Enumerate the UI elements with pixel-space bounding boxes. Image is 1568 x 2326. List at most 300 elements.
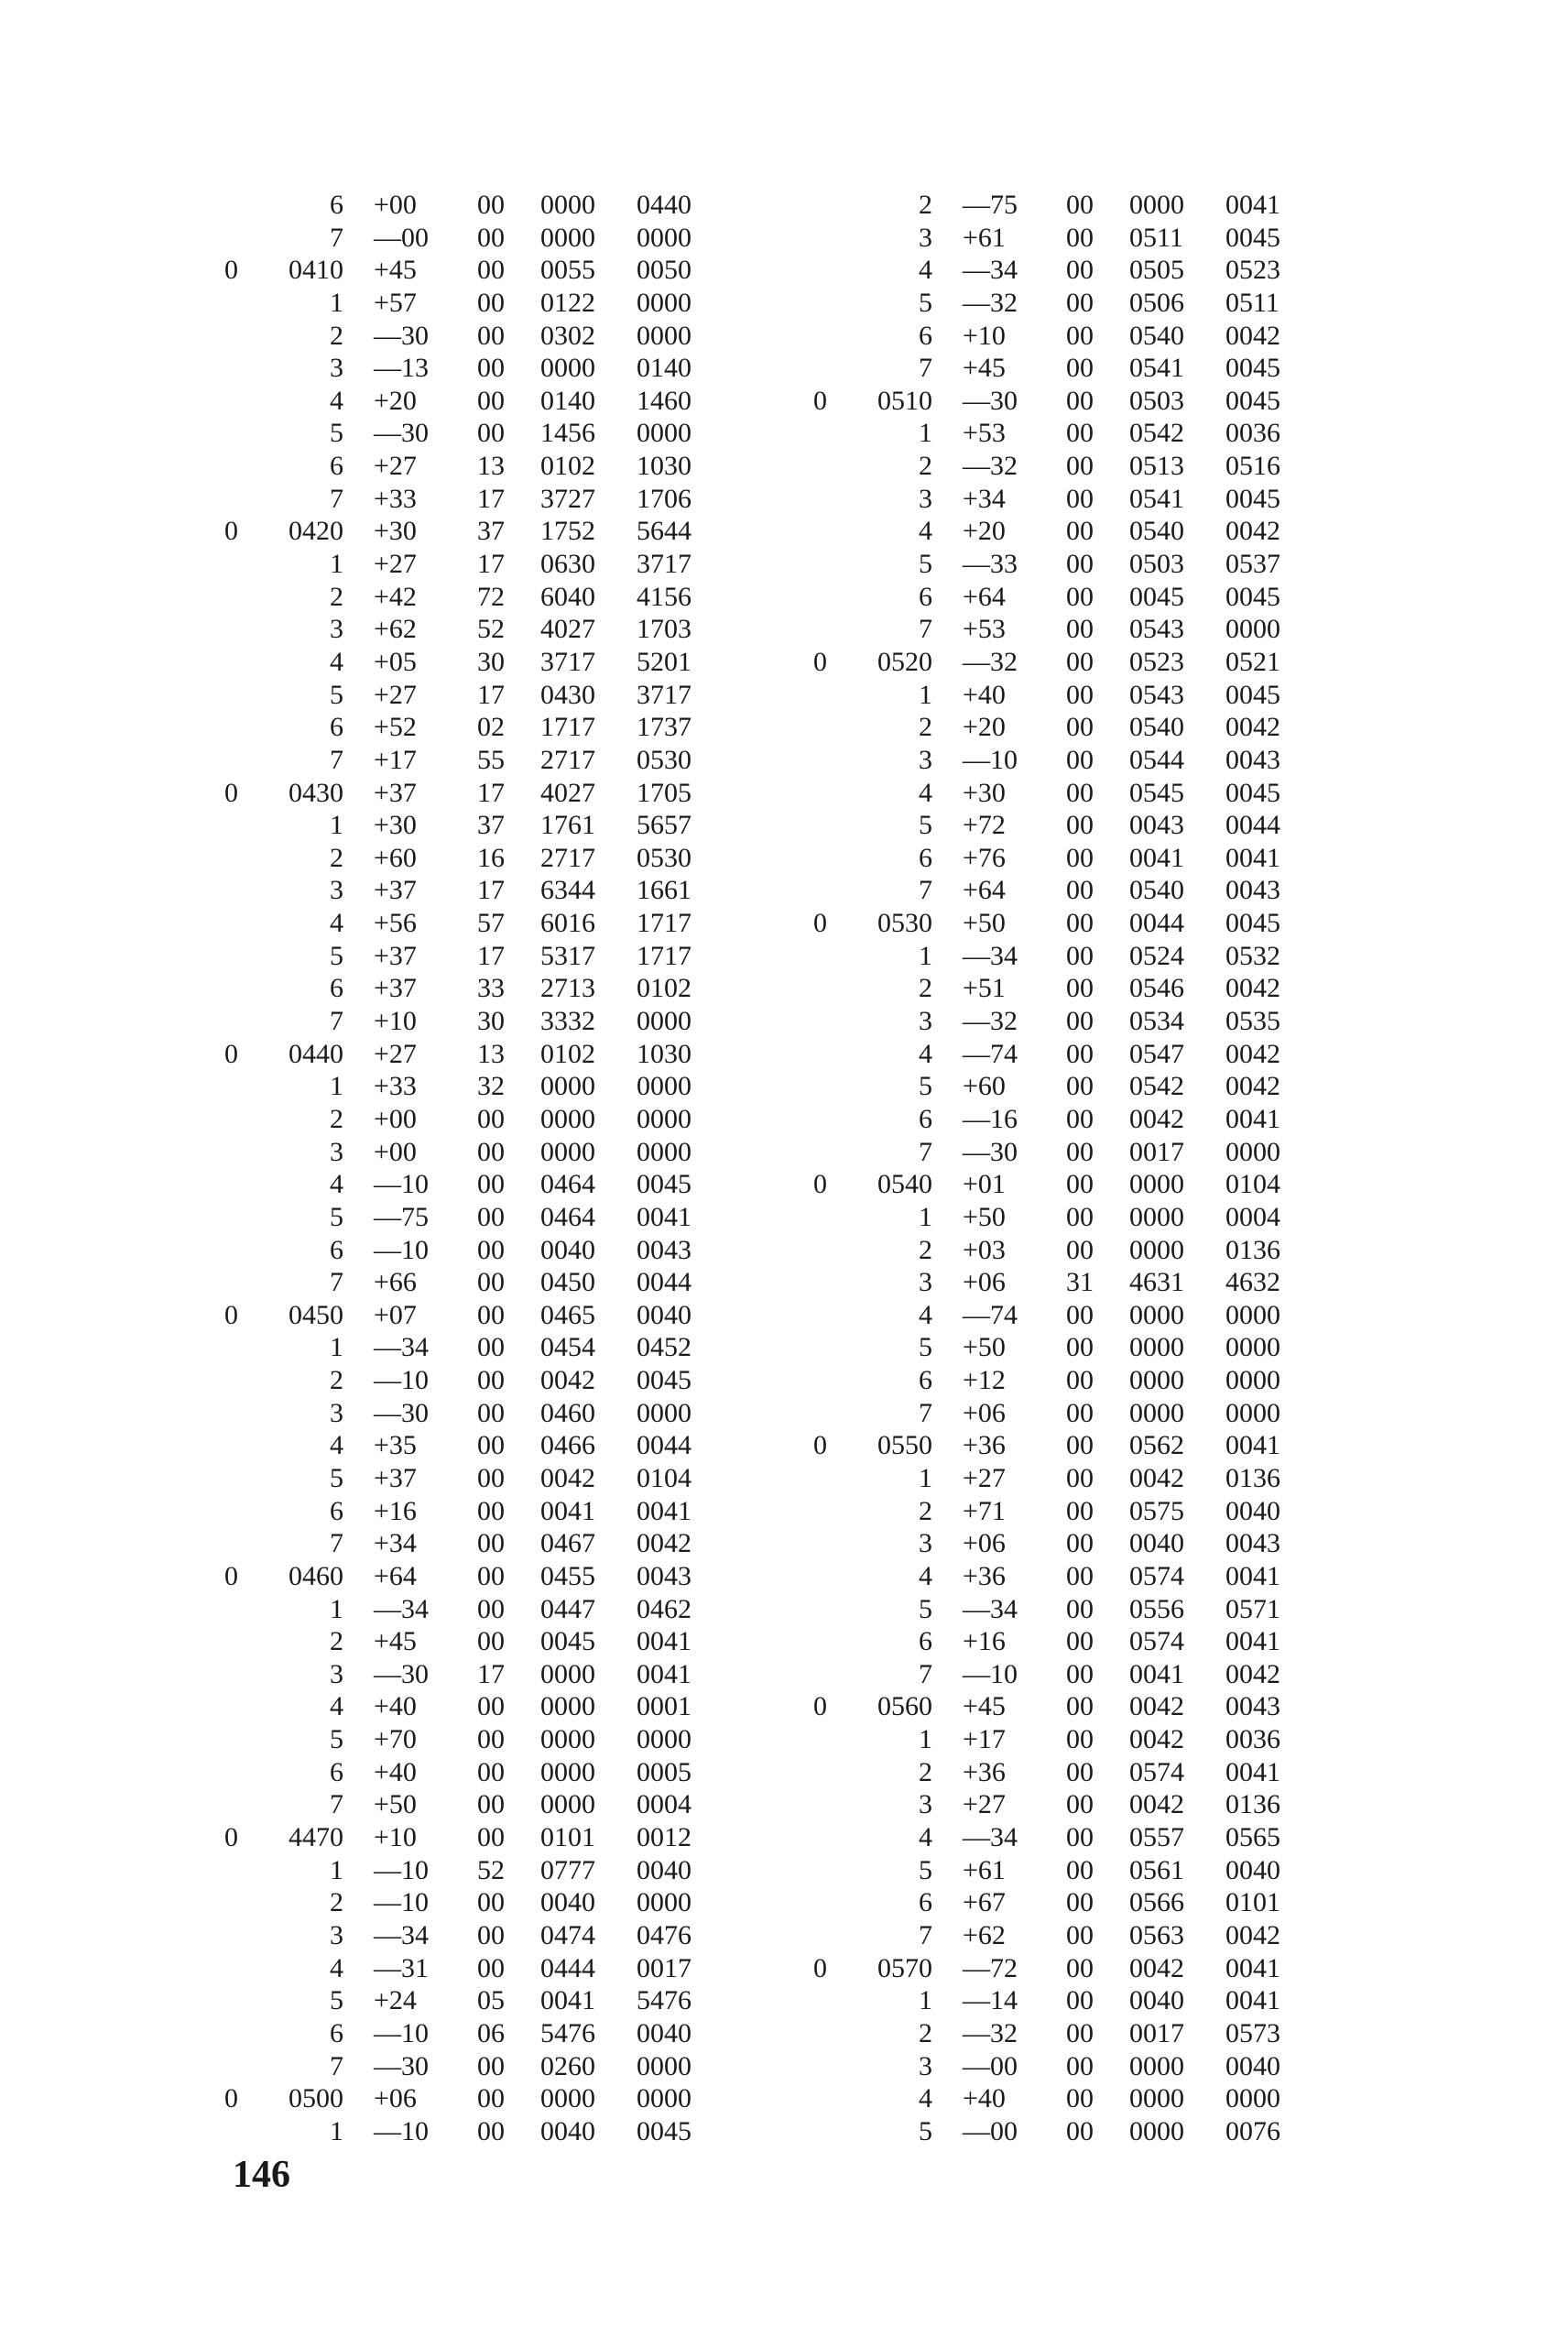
field1-cell: 00 bbox=[1066, 549, 1094, 580]
field2-cell: 2717 bbox=[540, 744, 595, 775]
field2-cell: 0444 bbox=[540, 1952, 595, 1983]
field3-cell: 0440 bbox=[637, 190, 691, 220]
field2-cell: 0575 bbox=[1129, 1495, 1184, 1526]
operation-cell: +37 bbox=[374, 777, 417, 808]
field2-cell: 0000 bbox=[540, 222, 595, 253]
operation-cell: +27 bbox=[374, 451, 417, 482]
table-row bbox=[224, 1136, 719, 1169]
field1-cell: 00 bbox=[477, 1789, 505, 1820]
field3-cell: 0042 bbox=[1225, 320, 1280, 351]
field2-cell: 0140 bbox=[540, 385, 595, 416]
field2-cell: 0000 bbox=[540, 2083, 595, 2114]
field2-cell: 0041 bbox=[1129, 842, 1184, 873]
field2-cell: 0474 bbox=[540, 1919, 595, 1950]
field3-cell: 0036 bbox=[1225, 1724, 1280, 1755]
field1-cell: 00 bbox=[1066, 1952, 1094, 1983]
address-cell: 3 bbox=[330, 1136, 343, 1167]
table-row bbox=[813, 1690, 1308, 1723]
table-row bbox=[813, 1886, 1308, 1919]
address-cell: 0500 bbox=[289, 2083, 343, 2114]
bank-digit: 0 bbox=[224, 2083, 238, 2114]
operation-cell: +33 bbox=[374, 483, 417, 514]
field2-cell: 0042 bbox=[1129, 1952, 1184, 1983]
field1-cell: 00 bbox=[1066, 712, 1094, 743]
field1-cell: 00 bbox=[477, 1234, 505, 1265]
table-row bbox=[224, 2050, 719, 2083]
address-cell: 7 bbox=[330, 1528, 343, 1559]
operation-cell: +20 bbox=[963, 516, 1006, 547]
table-row bbox=[224, 744, 719, 777]
field2-cell: 0042 bbox=[1129, 1103, 1184, 1134]
field2-cell: 0465 bbox=[540, 1299, 595, 1330]
field3-cell: 0000 bbox=[637, 1071, 691, 1102]
operation-cell: —10 bbox=[374, 1854, 429, 1885]
operation-cell: +57 bbox=[374, 287, 417, 318]
operation-cell: —13 bbox=[374, 353, 429, 384]
operation-cell: —31 bbox=[374, 1952, 429, 1983]
operation-cell: —30 bbox=[374, 2050, 429, 2081]
operation-cell: —32 bbox=[963, 1006, 1018, 1037]
table-row bbox=[813, 1168, 1308, 1201]
table-row bbox=[813, 842, 1308, 875]
field3-cell: 0043 bbox=[1225, 1528, 1280, 1559]
table-row bbox=[224, 320, 719, 353]
address-cell: 5 bbox=[330, 1462, 343, 1493]
operation-cell: +40 bbox=[374, 1691, 417, 1722]
address-cell: 4 bbox=[330, 1691, 343, 1722]
address-cell: 5 bbox=[330, 940, 343, 971]
address-cell: 5 bbox=[919, 1071, 932, 1102]
table-row bbox=[813, 1984, 1308, 2017]
field1-cell: 00 bbox=[477, 1495, 505, 1526]
table-row bbox=[813, 515, 1308, 548]
field1-cell: 00 bbox=[1066, 908, 1094, 939]
operation-cell: +40 bbox=[963, 679, 1006, 710]
operation-cell: +10 bbox=[374, 1822, 417, 1853]
field2-cell: 0000 bbox=[1129, 1299, 1184, 1330]
table-row bbox=[224, 2115, 719, 2148]
table-row bbox=[813, 1397, 1308, 1430]
field2-cell: 0041 bbox=[540, 1985, 595, 2016]
field1-cell: 00 bbox=[1066, 1169, 1094, 1200]
field2-cell: 0454 bbox=[540, 1332, 595, 1363]
field2-cell: 0042 bbox=[1129, 1724, 1184, 1755]
field3-cell: 0043 bbox=[637, 1560, 691, 1591]
table-row bbox=[813, 1495, 1308, 1528]
bank-digit: 0 bbox=[813, 385, 827, 416]
operation-cell: +12 bbox=[963, 1365, 1006, 1396]
table-row bbox=[224, 1527, 719, 1560]
field1-cell: 00 bbox=[1066, 1854, 1094, 1885]
field2-cell: 6344 bbox=[540, 875, 595, 906]
field3-cell: 0042 bbox=[1225, 973, 1280, 1004]
field2-cell: 0040 bbox=[540, 1234, 595, 1265]
field3-cell: 0041 bbox=[637, 1495, 691, 1526]
field2-cell: 0511 bbox=[1129, 222, 1183, 253]
operation-cell: +20 bbox=[963, 712, 1006, 743]
address-cell: 0460 bbox=[289, 1560, 343, 1591]
operation-cell: —10 bbox=[374, 2017, 429, 2048]
field2-cell: 0534 bbox=[1129, 1006, 1184, 1037]
field1-cell: 00 bbox=[477, 1169, 505, 1200]
field3-cell: 0041 bbox=[1225, 190, 1280, 220]
field1-cell: 00 bbox=[1066, 1136, 1094, 1167]
bank-digit: 0 bbox=[224, 777, 238, 808]
address-cell: 6 bbox=[919, 1887, 932, 1918]
field3-cell: 0040 bbox=[1225, 2050, 1280, 2081]
operation-cell: +35 bbox=[374, 1430, 417, 1461]
field3-cell: 0565 bbox=[1225, 1822, 1280, 1853]
address-cell: 2 bbox=[919, 973, 932, 1004]
field2-cell: 0017 bbox=[1129, 1136, 1184, 1167]
table-row bbox=[813, 417, 1308, 450]
field1-cell: 00 bbox=[1066, 744, 1094, 775]
address-cell: 2 bbox=[919, 1495, 932, 1526]
bank-digit: 0 bbox=[224, 1038, 238, 1069]
field1-cell: 00 bbox=[1066, 222, 1094, 253]
table-row bbox=[224, 2082, 719, 2115]
field3-cell: 0000 bbox=[1225, 1299, 1280, 1330]
field2-cell: 0557 bbox=[1129, 1822, 1184, 1853]
address-cell: 6 bbox=[919, 842, 932, 873]
field1-cell: 00 bbox=[1066, 483, 1094, 514]
operation-cell: +52 bbox=[374, 712, 417, 743]
address-cell: 7 bbox=[919, 1136, 932, 1167]
address-cell: 2 bbox=[919, 1756, 932, 1787]
field2-cell: 0102 bbox=[540, 1038, 595, 1069]
operation-cell: —34 bbox=[374, 1332, 429, 1363]
address-cell: 6 bbox=[919, 320, 932, 351]
table-row bbox=[813, 1429, 1308, 1462]
field1-cell: 00 bbox=[477, 255, 505, 286]
field1-cell: 37 bbox=[477, 810, 505, 841]
table-row bbox=[813, 1723, 1308, 1756]
field1-cell: 00 bbox=[477, 1299, 505, 1330]
address-cell: 0450 bbox=[289, 1299, 343, 1330]
field3-cell: 0530 bbox=[637, 842, 691, 873]
table-row bbox=[813, 1136, 1308, 1169]
field1-cell: 02 bbox=[477, 712, 505, 743]
field2-cell: 0777 bbox=[540, 1854, 595, 1885]
operation-cell: +37 bbox=[374, 940, 417, 971]
field1-cell: 00 bbox=[1066, 2115, 1094, 2146]
address-cell: 2 bbox=[330, 581, 343, 612]
address-cell: 5 bbox=[919, 2115, 932, 2146]
table-row bbox=[813, 940, 1308, 973]
table-row bbox=[224, 1984, 719, 2017]
address-cell: 3 bbox=[330, 875, 343, 906]
field1-cell: 52 bbox=[477, 1854, 505, 1885]
operation-cell: +10 bbox=[963, 320, 1006, 351]
operation-cell: +56 bbox=[374, 908, 417, 939]
field3-cell: 0042 bbox=[1225, 712, 1280, 743]
field3-cell: 0043 bbox=[1225, 744, 1280, 775]
field3-cell: 3717 bbox=[637, 679, 691, 710]
operation-cell: —32 bbox=[963, 646, 1018, 677]
operation-cell: +36 bbox=[963, 1560, 1006, 1591]
address-cell: 0430 bbox=[289, 777, 343, 808]
field1-cell: 00 bbox=[1066, 1332, 1094, 1363]
field3-cell: 0535 bbox=[1225, 1006, 1280, 1037]
field1-cell: 00 bbox=[1066, 1071, 1094, 1102]
field3-cell: 0045 bbox=[1225, 777, 1280, 808]
field1-cell: 00 bbox=[1066, 810, 1094, 841]
address-cell: 1 bbox=[330, 2115, 343, 2146]
operation-cell: +62 bbox=[963, 1919, 1006, 1950]
table-row bbox=[813, 2050, 1308, 2083]
operation-cell: +16 bbox=[963, 1626, 1006, 1657]
operation-cell: +53 bbox=[963, 614, 1006, 645]
field3-cell: 0000 bbox=[637, 2050, 691, 2081]
field1-cell: 00 bbox=[477, 1528, 505, 1559]
table-row bbox=[224, 1038, 719, 1071]
address-cell: 6 bbox=[330, 1756, 343, 1787]
operation-cell: +16 bbox=[374, 1495, 417, 1526]
field1-cell: 00 bbox=[1066, 2083, 1094, 2114]
field1-cell: 00 bbox=[1066, 1495, 1094, 1526]
operation-cell: +00 bbox=[374, 1136, 417, 1167]
table-row bbox=[813, 1005, 1308, 1038]
address-cell: 4 bbox=[330, 1430, 343, 1461]
address-cell: 7 bbox=[919, 1397, 932, 1428]
address-cell: 6 bbox=[330, 451, 343, 482]
address-cell: 6 bbox=[330, 2017, 343, 2048]
table-row bbox=[224, 1560, 719, 1593]
address-cell: 2 bbox=[919, 1234, 932, 1265]
field3-cell: 0530 bbox=[637, 744, 691, 775]
address-cell: 3 bbox=[919, 1006, 932, 1037]
table-row bbox=[224, 809, 719, 842]
field1-cell: 00 bbox=[1066, 1038, 1094, 1069]
field3-cell: 0041 bbox=[1225, 1430, 1280, 1461]
address-cell: 7 bbox=[330, 1267, 343, 1298]
operation-cell: —10 bbox=[374, 1169, 429, 1200]
address-cell: 2 bbox=[330, 1887, 343, 1918]
field2-cell: 0460 bbox=[540, 1397, 595, 1428]
field1-cell: 00 bbox=[1066, 1006, 1094, 1037]
page-number: 146 bbox=[233, 2154, 290, 2196]
field3-cell: 0041 bbox=[1225, 1103, 1280, 1134]
address-cell: 0560 bbox=[877, 1691, 932, 1722]
operation-cell: —10 bbox=[374, 2115, 429, 2146]
field2-cell: 0000 bbox=[540, 1658, 595, 1689]
table-row bbox=[224, 254, 719, 287]
field2-cell: 0506 bbox=[1129, 287, 1184, 318]
operation-cell: +71 bbox=[963, 1495, 1006, 1526]
operation-cell: +40 bbox=[963, 2083, 1006, 2114]
field1-cell: 00 bbox=[1066, 1658, 1094, 1689]
address-cell: 5 bbox=[330, 1985, 343, 2016]
field1-cell: 00 bbox=[1066, 418, 1094, 449]
table-row bbox=[813, 1234, 1308, 1267]
operation-cell: +17 bbox=[374, 744, 417, 775]
field1-cell: 00 bbox=[1066, 1430, 1094, 1461]
table-row bbox=[224, 1952, 719, 1985]
address-cell: 2 bbox=[330, 320, 343, 351]
field2-cell: 0450 bbox=[540, 1267, 595, 1298]
field2-cell: 0543 bbox=[1129, 679, 1184, 710]
table-row bbox=[813, 581, 1308, 614]
table-row bbox=[224, 842, 719, 875]
field3-cell: 0000 bbox=[637, 418, 691, 449]
address-cell: 5 bbox=[919, 810, 932, 841]
address-cell: 3 bbox=[919, 1528, 932, 1559]
operation-cell: +42 bbox=[374, 581, 417, 612]
address-cell: 0410 bbox=[289, 255, 343, 286]
field2-cell: 0513 bbox=[1129, 451, 1184, 482]
field1-cell: 00 bbox=[477, 1332, 505, 1363]
field1-cell: 00 bbox=[1066, 1528, 1094, 1559]
operation-cell: +34 bbox=[963, 483, 1006, 514]
field1-cell: 00 bbox=[477, 1887, 505, 1918]
table-row bbox=[813, 1560, 1308, 1593]
right-code-column bbox=[813, 189, 1308, 2147]
field1-cell: 00 bbox=[477, 1103, 505, 1134]
operation-cell: +50 bbox=[963, 908, 1006, 939]
field2-cell: 0040 bbox=[540, 1887, 595, 1918]
table-row bbox=[224, 1690, 719, 1723]
field1-cell: 00 bbox=[477, 353, 505, 384]
field2-cell: 0000 bbox=[540, 1691, 595, 1722]
field2-cell: 0543 bbox=[1129, 614, 1184, 645]
field1-cell: 32 bbox=[477, 1071, 505, 1102]
operation-cell: +03 bbox=[963, 1234, 1006, 1265]
table-row bbox=[224, 711, 719, 744]
table-row bbox=[813, 1266, 1308, 1299]
address-cell: 2 bbox=[919, 451, 932, 482]
field2-cell: 0540 bbox=[1129, 516, 1184, 547]
field2-cell: 0101 bbox=[540, 1822, 595, 1853]
field1-cell: 00 bbox=[1066, 1462, 1094, 1493]
address-cell: 1 bbox=[330, 1593, 343, 1624]
address-cell: 6 bbox=[919, 1103, 932, 1134]
address-cell: 5 bbox=[330, 418, 343, 449]
field1-cell: 00 bbox=[477, 1756, 505, 1787]
bank-digit: 0 bbox=[813, 1430, 827, 1461]
table-row bbox=[224, 417, 719, 450]
field2-cell: 0000 bbox=[540, 1071, 595, 1102]
table-row bbox=[813, 1788, 1308, 1821]
table-row bbox=[813, 320, 1308, 353]
field3-cell: 0041 bbox=[637, 1201, 691, 1232]
field2-cell: 0000 bbox=[1129, 1332, 1184, 1363]
field3-cell: 0017 bbox=[637, 1952, 691, 1983]
field3-cell: 0102 bbox=[637, 973, 691, 1004]
field2-cell: 0542 bbox=[1129, 1071, 1184, 1102]
field3-cell: 0000 bbox=[637, 1724, 691, 1755]
field3-cell: 0000 bbox=[1225, 2083, 1280, 2114]
address-cell: 6 bbox=[919, 1626, 932, 1657]
table-row bbox=[813, 1527, 1308, 1560]
field2-cell: 1456 bbox=[540, 418, 595, 449]
address-cell: 4470 bbox=[289, 1822, 343, 1853]
field1-cell: 00 bbox=[477, 2115, 505, 2146]
table-row bbox=[813, 679, 1308, 712]
field3-cell: 0000 bbox=[637, 1006, 691, 1037]
table-row bbox=[224, 1788, 719, 1821]
address-cell: 3 bbox=[330, 1397, 343, 1428]
operation-cell: —00 bbox=[963, 2050, 1018, 2081]
field2-cell: 0503 bbox=[1129, 385, 1184, 416]
address-cell: 6 bbox=[330, 190, 343, 220]
field2-cell: 0630 bbox=[540, 549, 595, 580]
field1-cell: 00 bbox=[1066, 353, 1094, 384]
field3-cell: 1737 bbox=[637, 712, 691, 743]
operation-cell: —16 bbox=[963, 1103, 1018, 1134]
address-cell: 0550 bbox=[877, 1430, 932, 1461]
operation-cell: +66 bbox=[374, 1267, 417, 1298]
address-cell: 5 bbox=[919, 1332, 932, 1363]
address-cell: 4 bbox=[330, 908, 343, 939]
address-cell: 3 bbox=[919, 483, 932, 514]
field3-cell: 0042 bbox=[637, 1528, 691, 1559]
field1-cell: 00 bbox=[1066, 842, 1094, 873]
field1-cell: 00 bbox=[1066, 1756, 1094, 1787]
field2-cell: 6016 bbox=[540, 908, 595, 939]
field2-cell: 0545 bbox=[1129, 777, 1184, 808]
operation-cell: +72 bbox=[963, 810, 1006, 841]
address-cell: 7 bbox=[330, 483, 343, 514]
operation-cell: +01 bbox=[963, 1169, 1006, 1200]
field3-cell: 0101 bbox=[1225, 1887, 1280, 1918]
address-cell: 1 bbox=[330, 1854, 343, 1885]
address-cell: 1 bbox=[919, 1201, 932, 1232]
field2-cell: 0455 bbox=[540, 1560, 595, 1591]
operation-cell: +06 bbox=[963, 1528, 1006, 1559]
operation-cell: —30 bbox=[963, 385, 1018, 416]
table-row bbox=[813, 385, 1308, 418]
field3-cell: 0041 bbox=[1225, 1952, 1280, 1983]
field1-cell: 00 bbox=[1066, 1299, 1094, 1330]
field2-cell: 6040 bbox=[540, 581, 595, 612]
table-row bbox=[224, 1005, 719, 1038]
address-cell: 1 bbox=[330, 1071, 343, 1102]
operation-cell: +34 bbox=[374, 1528, 417, 1559]
field1-cell: 00 bbox=[477, 1691, 505, 1722]
table-row bbox=[813, 254, 1308, 287]
field1-cell: 00 bbox=[1066, 2017, 1094, 2048]
address-cell: 7 bbox=[330, 222, 343, 253]
field2-cell: 0503 bbox=[1129, 549, 1184, 580]
field2-cell: 0040 bbox=[1129, 1985, 1184, 2016]
address-cell: 3 bbox=[919, 744, 932, 775]
field3-cell: 0000 bbox=[637, 1887, 691, 1918]
table-row bbox=[813, 711, 1308, 744]
field3-cell: 0044 bbox=[637, 1430, 691, 1461]
operation-cell: +64 bbox=[374, 1560, 417, 1591]
address-cell: 4 bbox=[919, 1038, 932, 1069]
operation-cell: —30 bbox=[374, 1658, 429, 1689]
address-cell: 4 bbox=[919, 2083, 932, 2114]
address-cell: 1 bbox=[919, 418, 932, 449]
field2-cell: 5476 bbox=[540, 2017, 595, 2048]
address-cell: 2 bbox=[919, 2017, 932, 2048]
address-cell: 4 bbox=[330, 1169, 343, 1200]
field2-cell: 0464 bbox=[540, 1201, 595, 1232]
field1-cell: 00 bbox=[477, 1593, 505, 1624]
operation-cell: +37 bbox=[374, 1462, 417, 1493]
field3-cell: 5657 bbox=[637, 810, 691, 841]
field2-cell: 0566 bbox=[1129, 1887, 1184, 1918]
field2-cell: 0556 bbox=[1129, 1593, 1184, 1624]
field2-cell: 0000 bbox=[1129, 190, 1184, 220]
table-row bbox=[224, 581, 719, 614]
field3-cell: 0532 bbox=[1225, 940, 1280, 971]
field3-cell: 3717 bbox=[637, 549, 691, 580]
address-cell: 2 bbox=[330, 1626, 343, 1657]
field3-cell: 0571 bbox=[1225, 1593, 1280, 1624]
field2-cell: 0043 bbox=[1129, 810, 1184, 841]
